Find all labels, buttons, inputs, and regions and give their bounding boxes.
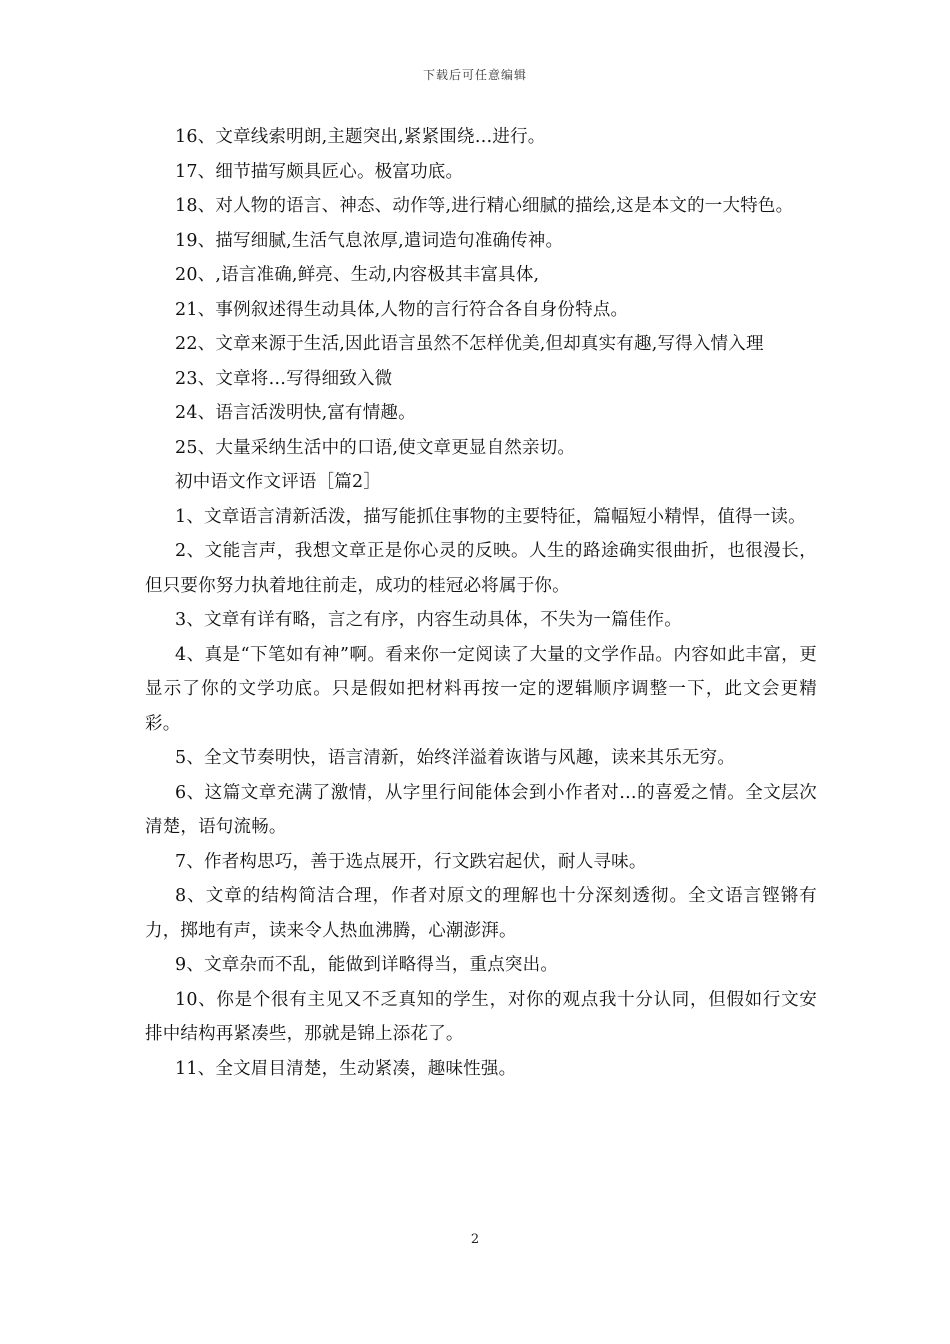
paragraph-24: 24、语言活泼明快,富有情趣。 [175, 403, 416, 423]
paragraph-21: 21、事例叙述得生动具体,人物的言行符合各自身份特点。 [175, 299, 629, 320]
document-body [145, 120, 817, 1086]
paragraph-25: 25、大量采纳生活中的口语,使文章更显自然亲切。 [175, 437, 576, 458]
paragraph-17: 17、细节描写颇具匠心。极富功底。 [175, 161, 464, 182]
comment-10: 10、你是个很有主见又不乏真知的学生，对你的观点我十分认同，但假如行文安排中结构再紧凑些，那就是锦上添花了。 [145, 989, 817, 1044]
paragraph-20: 20、,语言准确,鲜亮、生动,内容极其丰富具体, [175, 265, 540, 285]
comment-2: 2、文能言声，我想文章正是你心灵的反映。人生的路途确实很曲折，也很漫长，但只要你努力执着地往前走，成功的桂冠必将属于你。 [145, 541, 817, 596]
comment-3: 3、文章有详有略，言之有序，内容生动具体，不失为一篇佳作。 [175, 610, 682, 630]
comment-11: 11、全文眉目清楚，生动紧凑，趣味性强。 [175, 1058, 517, 1079]
paragraph-16: 16、文章线索明朗,主题突出,紧紧围绕…进行。 [175, 127, 546, 147]
comment-7: 7、作者构思巧，善于选点展开，行文跌宕起伏，耐人寻味。 [175, 851, 647, 872]
paragraph-22: 22、文章来源于生活,因此语言虽然不怎样优美,但却真实有趣,写得入情入理 [175, 334, 764, 354]
page-header: 下载后可任意编辑 [422, 68, 527, 82]
paragraph-19: 19、描写细腻,生活气息浓厚,遣词造句准确传神。 [175, 230, 564, 251]
comment-9: 9、文章杂而不乱，能做到详略得当，重点突出。 [175, 955, 559, 975]
page-number: 2 [470, 1232, 480, 1247]
comment-4: 4、真是“下笔如有神”啊。看来你一定阅读了大量的文学作品。内容如此丰富，更显示了你的文学功底。只是假如把材料再按一定的逻辑顺序调整一下，此文会更精彩。 [145, 644, 817, 734]
comment-8: 8、文章的结构简洁合理，作者对原文的理解也十分深刻透彻。全文语言铿锵有力，掷地有声，读来令人热血沸腾，心潮澎湃。 [145, 886, 817, 941]
paragraph-23: 23、文章将…写得细致入微 [175, 368, 393, 389]
comment-5: 5、全文节奏明快，语言清新，始终洋溢着诙谐与风趣，读来其乐无穷。 [175, 748, 736, 768]
paragraph-18: 18、对人物的语言、神态、动作等,进行精心细腻的描绘,这是本文的一大特色。 [175, 196, 794, 216]
comment-1: 1、文章语言清新活泼，描写能抓住事物的主要特征，篇幅短小精悍，值得一读。 [175, 506, 806, 527]
comment-6: 6、这篇文章充满了激情，从字里行间能体会到小作者对…的喜爱之情。全文层次清楚，语句流畅。 [145, 782, 817, 837]
section-heading: 初中语文作文评语［篇2］ [175, 472, 382, 492]
